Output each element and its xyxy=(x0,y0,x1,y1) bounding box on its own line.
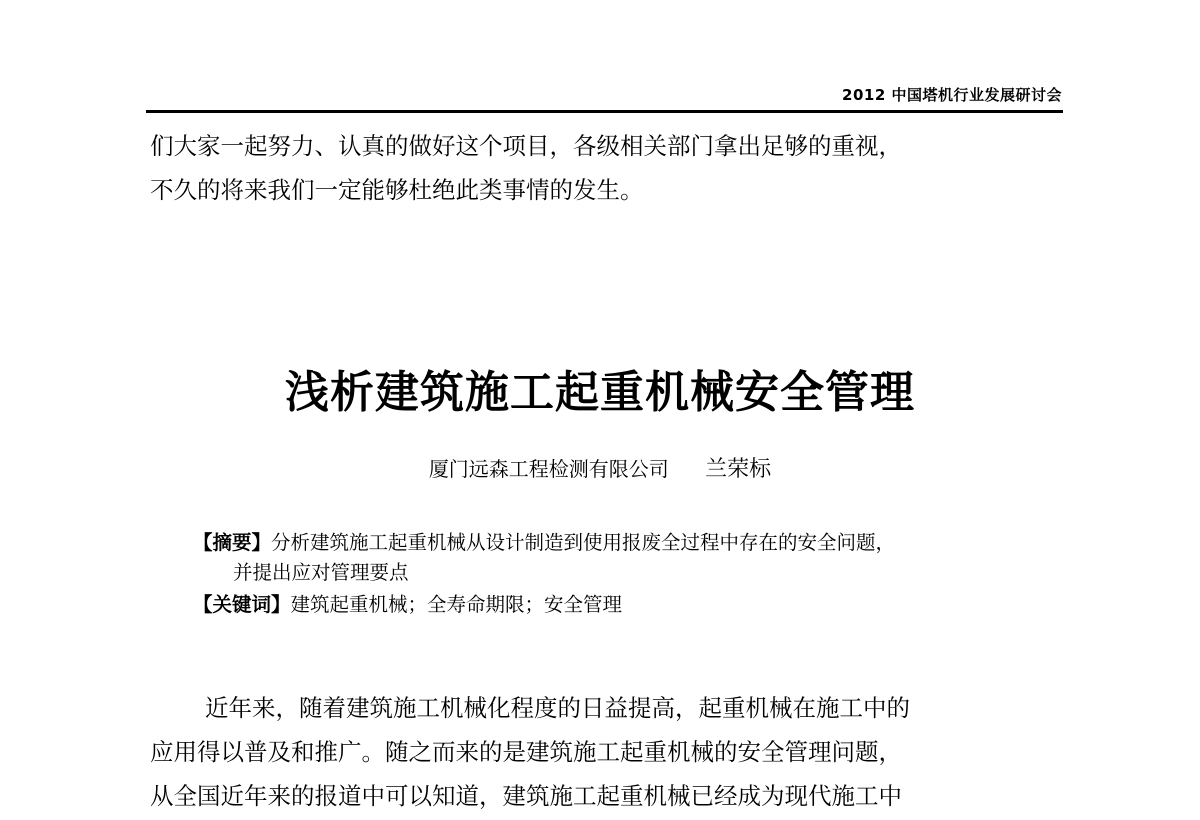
byline xyxy=(0,452,1200,483)
running-header: 2012 中国塔机行业发展研讨会 xyxy=(842,86,1062,104)
header-rule xyxy=(146,110,1063,113)
keywords-label: 【关键词】 xyxy=(193,593,291,616)
abstract-text-line-2: 并提出应对管理要点 xyxy=(233,561,409,584)
intro-paragraph xyxy=(150,124,1062,212)
intro-line-1: 们大家一起努力、认真的做好这个项目，各级相关部门拿出足够的重视， xyxy=(150,132,902,160)
abstract xyxy=(193,528,1063,588)
body-paragraph xyxy=(150,686,1062,818)
intro-line-2: 不久的将来我们一定能够杜绝此类事情的发生。 xyxy=(150,176,644,204)
author-affiliation: 厦门远森工程检测有限公司 xyxy=(428,457,669,481)
abstract-label: 【摘要】 xyxy=(193,531,272,554)
body-line-2: 应用得以普及和推广。随之而来的是建筑施工起重机械的安全管理问题， xyxy=(150,738,902,766)
keywords-text: 建筑起重机械；全寿命期限；安全管理 xyxy=(290,593,623,616)
article-title: 浅析建筑施工起重机械安全管理 xyxy=(285,367,915,418)
keywords xyxy=(193,590,1063,620)
body-line-1: 近年来，随着建筑施工机械化程度的日益提高，起重机械在施工中的 xyxy=(205,694,910,722)
author-name: 兰荣标 xyxy=(705,457,772,482)
abstract-text-line-1: 分析建筑施工起重机械从设计制造到使用报废全过程中存在的安全问题， xyxy=(271,531,896,554)
body-line-3: 从全国近年来的报道中可以知道，建筑施工起重机械已经成为现代施工中 xyxy=(150,782,902,810)
